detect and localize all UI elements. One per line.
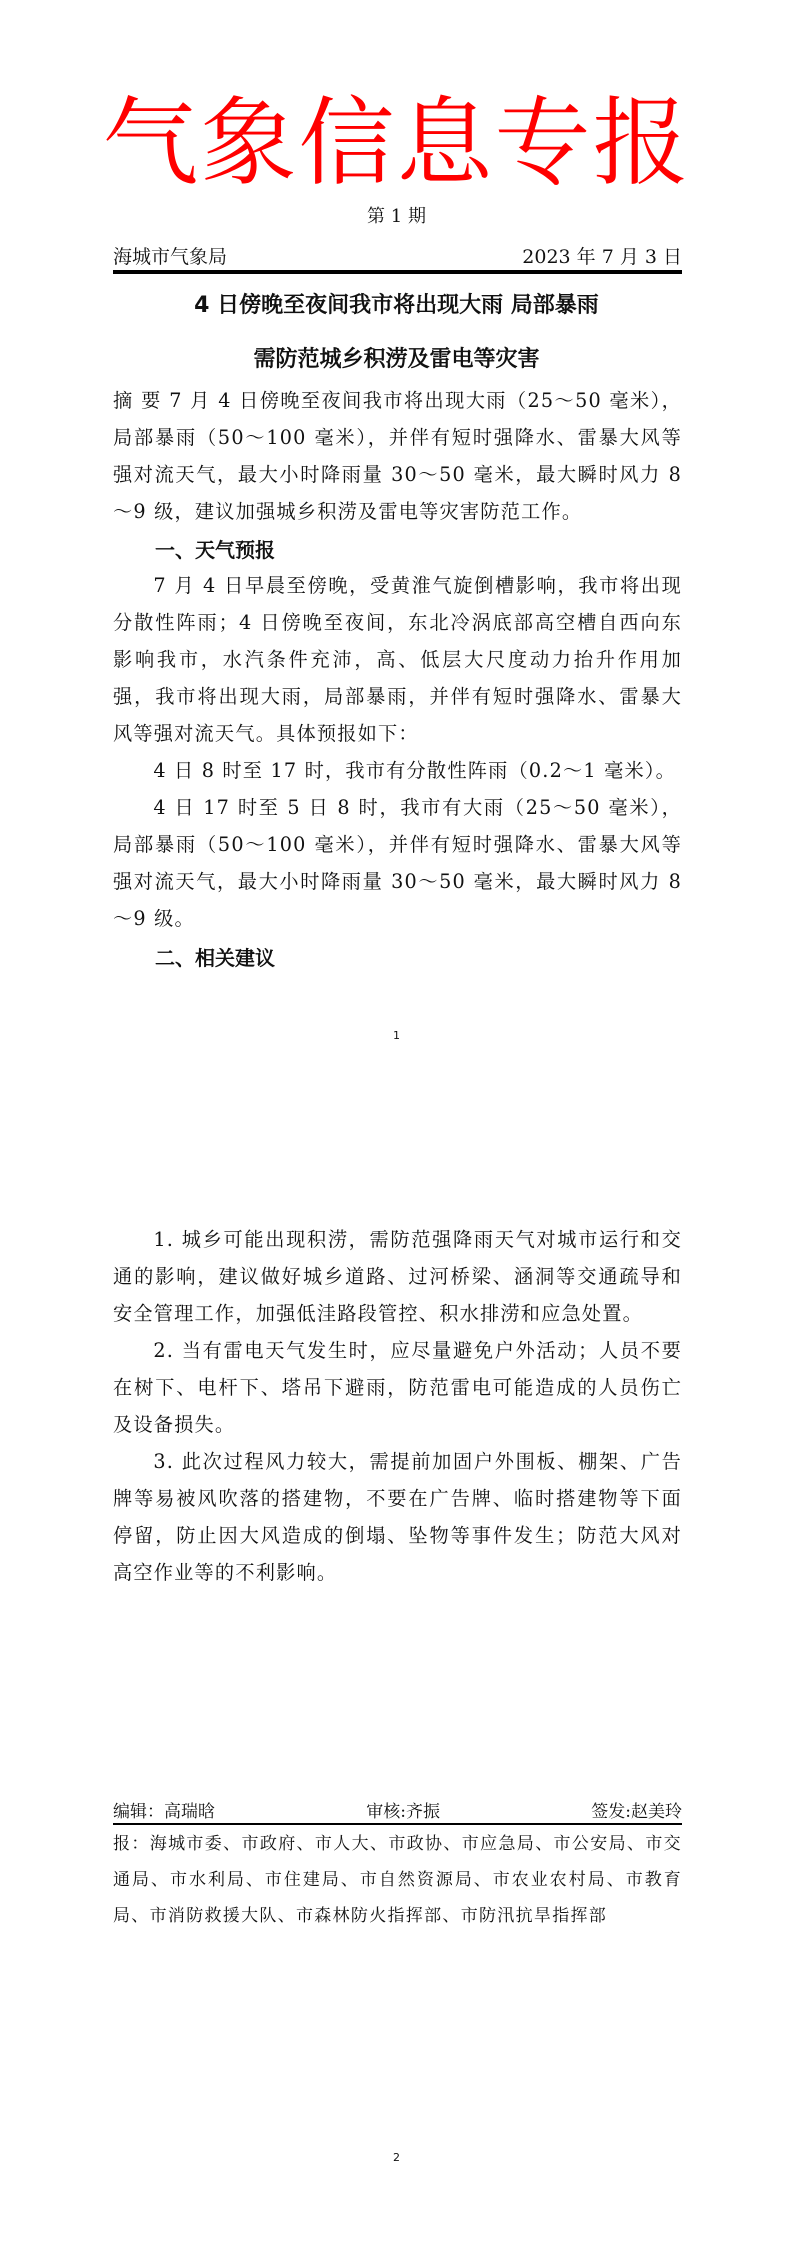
page-number: 1 [393,1029,400,1042]
signoff-row [113,1797,682,1822]
page-number: 2 [393,2151,400,2164]
headline-line1: 4 日傍晚至夜间我市将出现大雨 局部暴雨 [194,293,599,318]
suggestion-item: 2. 当有雷电天气发生时，应尽量避免户外活动；人员不要在树下、电杆下、塔吊下避雨，防范雷电可能造成的人员伤亡及设备损失。 [113,1339,682,1436]
reviewer: 审核:齐振 [366,1802,440,1822]
suggestion-item: 1. 城乡可能出现积涝，需防范强降雨天气对城市运行和交通的影响，建议做好城乡道路、过河桥梁、涵洞等交通疏导和安全管理工作，加强低洼路段管控、积水排涝和应急处置。 [113,1228,682,1325]
header-divider [113,270,682,274]
section-weather-forecast-title: 一、天气预报 [155,538,275,562]
issue-date: 2023 年 7 月 3 日 [522,246,682,268]
footer-divider [113,1823,682,1825]
forecast-paragraph: 4 日 8 时至 17 时，我市有分散性阵雨（0.2～1 毫米）。 [153,759,677,782]
issuer-date-row [113,242,682,266]
forecast-paragraph: 7 月 4 日早晨至傍晚，受黄淮气旋倒槽影响，我市将出现分散性阵雨；4 日傍晚至夜间，东北冷涡底部高空槽自西向东影响我市，水汽条件充沛，高、低层大尺度动力抬升作用加强，我市将出现大雨，局部暴雨，并伴有短时强降水、雷暴大风等强对流天气。具体预报如下： [113,574,682,745]
editor: 编辑：高瑞晗 [113,1802,215,1822]
suggestion-item: 3. 此次过程风力较大，需提前加固户外围板、棚架、广告牌等易被风吹落的搭建物，不要在广告牌、临时搭建物等下面停留，防止因大风造成的倒塌、坠物等事件发生；防范大风对高空作业等的不利影响。 [113,1450,682,1584]
recipients-list: 报：海城市委、市政府、市人大、市政协、市应急局、市公安局、市交通局、市水利局、市住建局、市自然资源局、市农业农村局、市教育局、市消防救援大队、市森林防火指挥部、市防汛抗旱指挥部 [113,1834,682,1926]
masthead-title: 气象信息专报 [102,87,691,199]
section-suggestions-title: 二、相关建议 [155,946,275,970]
issuer-name: 海城市气象局 [113,246,228,268]
abstract: 摘 要 7 月 4 日傍晚至夜间我市将出现大雨（25～50 毫米），局部暴雨（50～100 毫米），并伴有短时强降水、雷暴大风等强对流天气，最大小时降雨量 30～50 毫米，最大瞬时风力 8～9 级，建议加强城乡积涝及雷电等灾害防范工作。 [113,389,682,523]
headline-line2: 需防范城乡积涝及雷电等灾害 [253,347,540,372]
issue-number: 第 1 期 [367,206,426,227]
forecast-paragraph: 4 日 17 时至 5 日 8 时，我市有大雨（25～50 毫米），局部暴雨（50～100 毫米），并伴有短时强降水、雷暴大风等强对流天气，最大小时降雨量 30～50 毫米，最大瞬时风力 8～9 级。 [113,796,682,930]
signer: 签发:赵美玲 [591,1802,682,1822]
